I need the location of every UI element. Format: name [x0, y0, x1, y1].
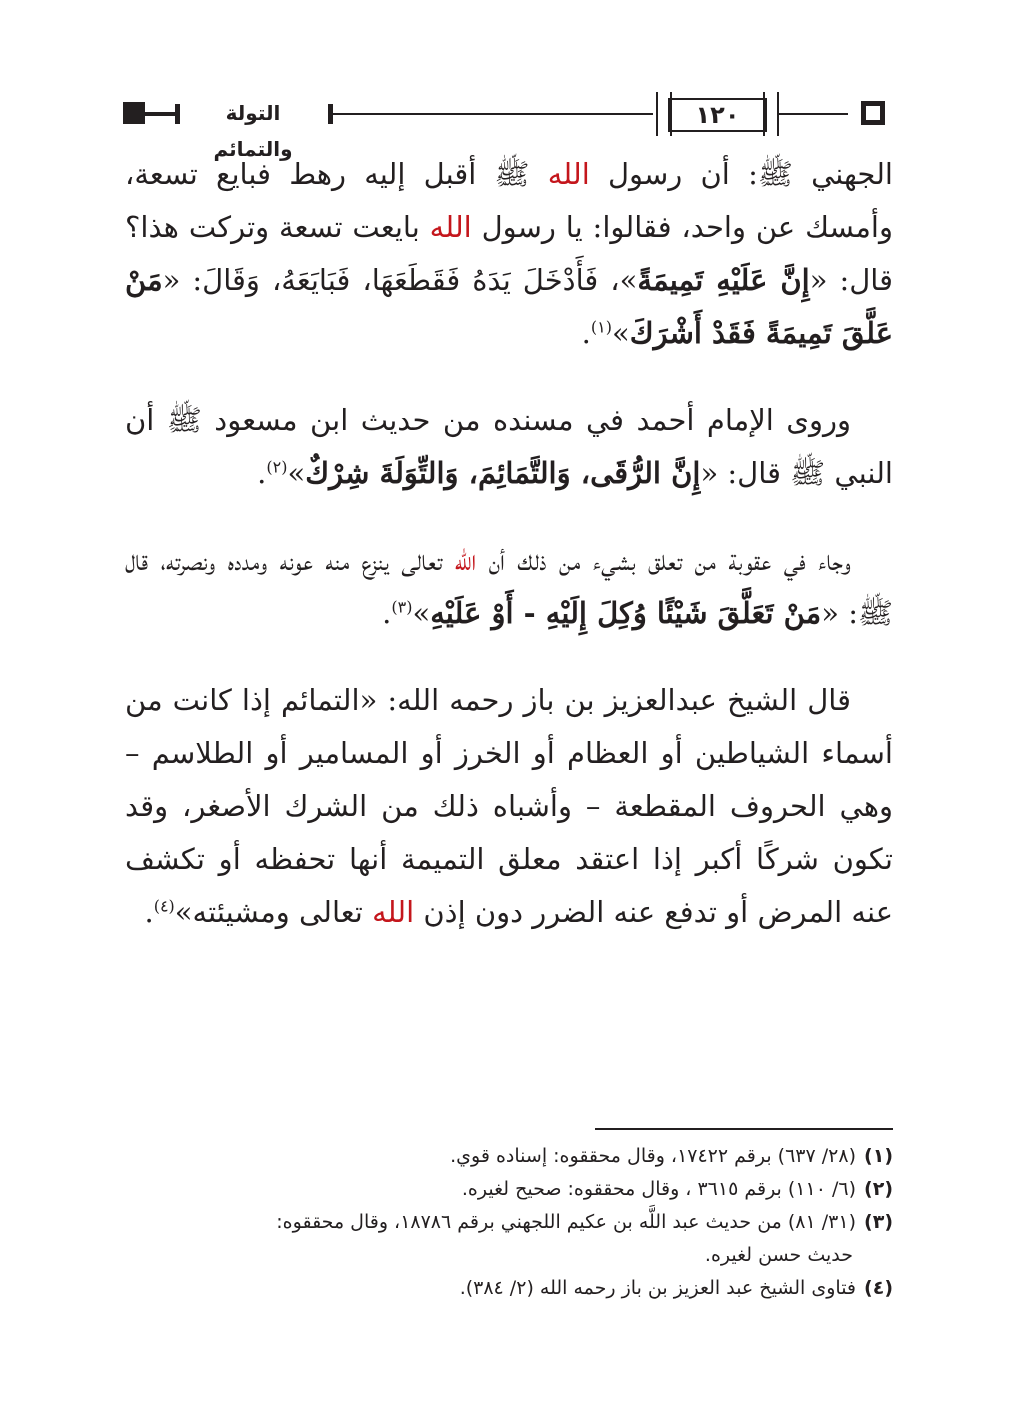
allah-word: الله — [454, 543, 477, 577]
footnote: (٢)(٦/ ١١٠) برقم ٣٦١٥ ، وقال محققوه: صحيح لغيره. — [461, 1178, 893, 1200]
footnote-ref: (٢) — [266, 457, 288, 477]
header-rule — [333, 113, 653, 115]
footnote-separator — [595, 1128, 893, 1130]
hadith-text: إِنَّ الرُّقَى، وَالتَّمَائِمَ، وَالتِّوَلَةَ شِرْكٌ — [305, 456, 701, 490]
hadith-text: مَنْ عَلَّقَ تَمِيمَةً فَقَدْ أَشْرَكَ — [125, 263, 893, 350]
header-rule — [778, 113, 848, 115]
footnote-ref: (١) — [590, 317, 612, 337]
paragraph: وجاء في عقوبة من تعلق بشيء من ذلك أن الله تعالى ينزع منه عونه ومدده ونصرته، قال ﷺ: «مَنْ تَعَلَّقَ شَيْئًا وُكِلَ إِلَيْهِ - أَوْ عَلَيْهِ»$^{(٣)}$. — [125, 543, 893, 630]
allah-word: الله — [372, 895, 415, 929]
header-ornament-bar — [175, 104, 180, 124]
page-header — [123, 93, 893, 161]
header-ornament-right — [861, 101, 885, 125]
paragraph: وروى الإمام أحمد في مسنده من حديث ابن مسعود ﷺ أن النبي ﷺ قال: «إِنَّ الرُّقَى، وَالتَّمَائِمَ، وَالتِّوَلَةَ شِرْكٌ»$^{(٢)}$. — [125, 403, 893, 490]
chapter-title: التولة والتمائم — [183, 95, 323, 167]
footnote-ref: (٤) — [153, 896, 175, 916]
page-number: ١٢٠ — [668, 98, 767, 132]
header-rule — [145, 112, 175, 116]
footnote: (١)(٢٨/ ٦٣٧) برقم ١٧٤٢٢، وقال محققوه: إسناده قوي. — [450, 1145, 893, 1167]
hadith-text: مَنْ تَعَلَّقَ شَيْئًا وُكِلَ إِلَيْهِ - أَوْ عَلَيْهِ — [430, 596, 822, 630]
allah-word: الله — [429, 210, 472, 244]
main-text — [125, 148, 893, 973]
footnotes — [125, 1140, 893, 1305]
paragraph: قال الشيخ عبدالعزيز بن باز رحمه الله: «التمائم إذا كانت من أسماء الشياطين أو العظام أو الخرز أو المسامير أو الطلاسم – وهي الحروف المقطعة – وأشباه ذلك من الشرك الأصغر، وقد تكون شركًا أكبر إذا اعتقد معلق التميمة أنها تحفظه أو تكشف عنه المرض أو تدفع عنه الضرر دون إذن الله تعالى ومشيئته»$^{(٤)}$. — [125, 683, 893, 929]
footnote-continuation: حديث حسن لغيره. — [704, 1244, 853, 1266]
paragraph: الجهني ﷺ: أن رسول الله ﷺ أقبل إليه رهط فبايع تسعة، وأمسك عن واحد، فقالوا: يا رسول الله بايعت تسعة وتركت هذا؟ قال: «إِنَّ عَلَيْهِ تَمِيمَةً»، فَأَدْخَلَ يَدَهُ فَقَطَعَهَا، فَبَايَعَهُ، وَقَالَ: «مَنْ عَلَّقَ تَمِيمَةً فَقَدْ أَشْرَكَ»$^{(١)}$. — [125, 157, 893, 350]
footnote: (٤)فتاوى الشيخ عبد العزيز بن باز رحمه الله (٢/ ٣٨٤). — [459, 1277, 893, 1299]
footnote: (٣)(٣١/ ٨١) من حديث عبد اللَّه بن عكيم اللجهني برقم ١٨٧٨٦، وقال محققوه: — [276, 1211, 893, 1233]
footnote-ref: (٣) — [391, 597, 413, 617]
header-ornament-left — [123, 102, 145, 124]
allah-word: الله — [547, 157, 590, 191]
hadith-text: إِنَّ عَلَيْهِ تَمِيمَةً — [637, 263, 810, 297]
